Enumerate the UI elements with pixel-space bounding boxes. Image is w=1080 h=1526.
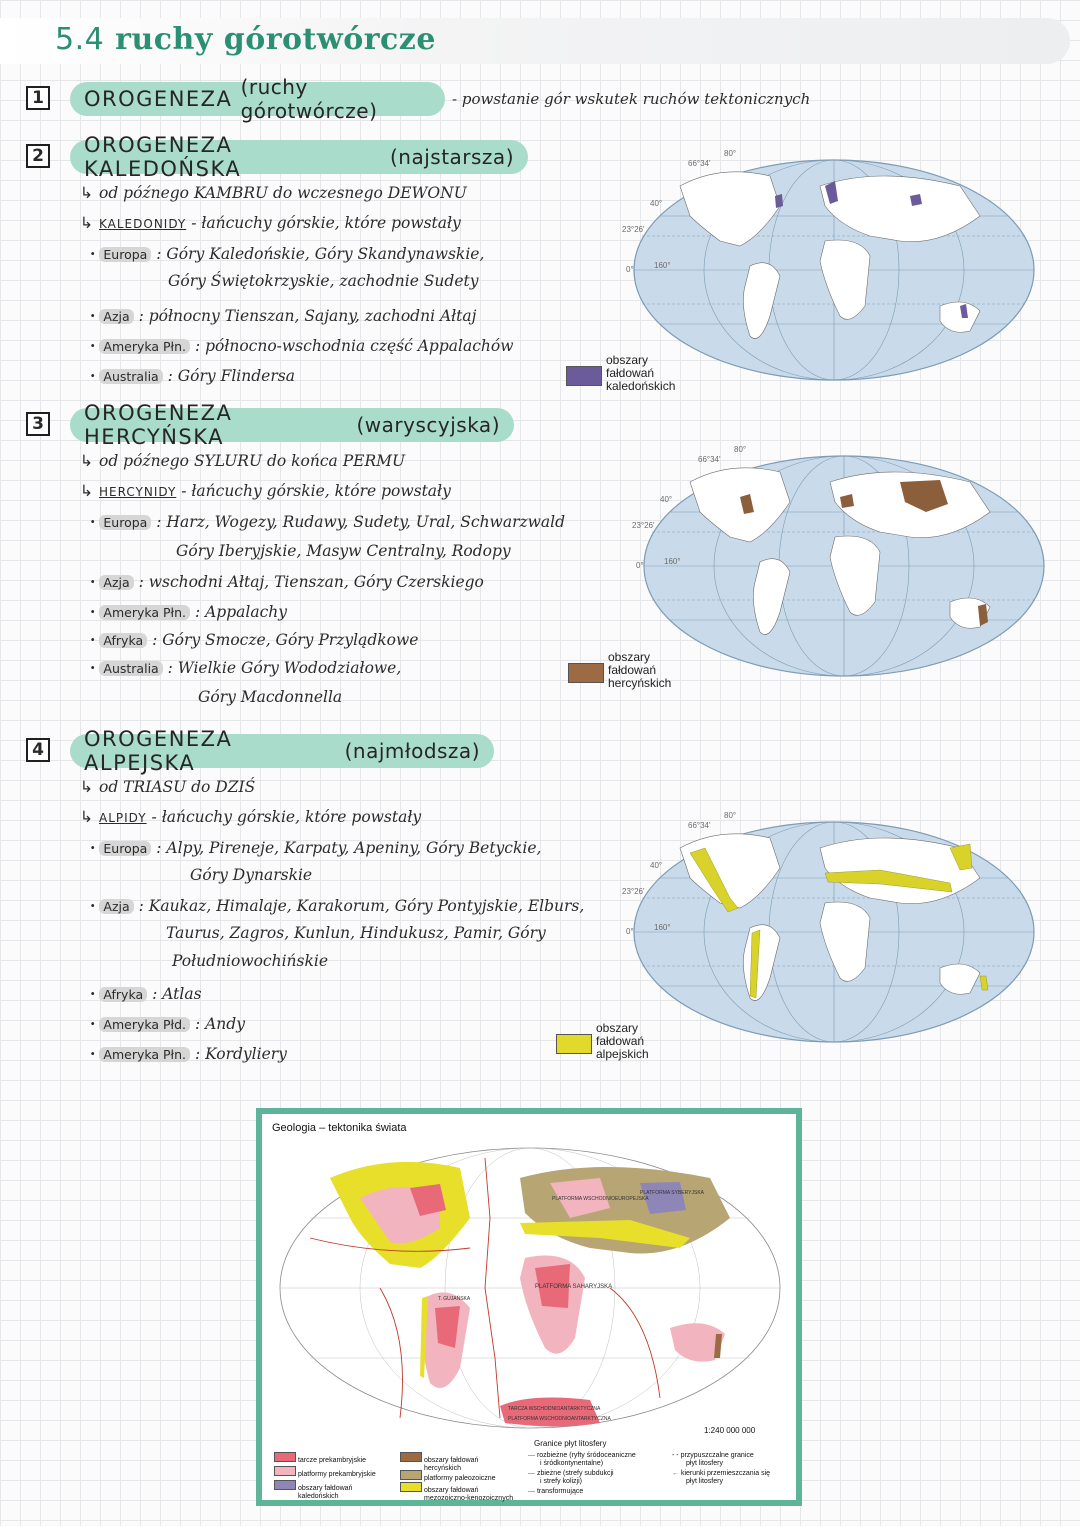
- section-number-4: 4: [26, 738, 50, 762]
- label-gujanska: T. GUJAŃSKA: [438, 1296, 471, 1302]
- section-number-1: 1: [26, 86, 50, 110]
- legend-item: [274, 1480, 352, 1500]
- boundary-text: płyt litosfery: [686, 1477, 723, 1485]
- s2-as1: : północny Tienszan, Sajany, zachodni Ałtaj: [138, 307, 477, 325]
- s3-au1: : Wielkie Góry Wododziałowe,: [167, 659, 402, 677]
- map-scale: 1:240 000 000: [704, 1426, 756, 1435]
- convergent-line-icon: —: [528, 1470, 535, 1477]
- lat-label: 23°26': [622, 887, 645, 896]
- legend-swatch: [400, 1452, 422, 1462]
- s3-europe-2: Góry Iberyjskie, Masyw Centralny, Rodopy: [176, 542, 511, 560]
- lat-label: 66°34': [688, 159, 711, 168]
- legend-text: tarcze prekambryjskie: [297, 1457, 367, 1464]
- lon-label: 80°: [734, 445, 747, 454]
- legend-swatch: [274, 1452, 296, 1462]
- lat-label: 40°: [650, 199, 663, 208]
- map-hercynskie-svg: [630, 442, 1058, 690]
- lat-label: 23°26': [622, 225, 645, 234]
- lon-label: 160°: [654, 261, 671, 270]
- s4-ams1: : Andy: [194, 1015, 245, 1033]
- legend-swatch: [400, 1482, 422, 1492]
- legend-swatch: [400, 1470, 422, 1480]
- section-3-head: OROGENEZA HERCYŃSKA: [84, 401, 233, 449]
- boundary-text: przypuszczalne granice: [680, 1452, 754, 1459]
- legend-swatch: [274, 1480, 296, 1490]
- s4-as-key: Azja: [99, 899, 133, 914]
- label-wschodnioeuropejska: PLATFORMA WSCHODNIOEUROPEJSKA: [552, 1196, 649, 1202]
- legend-item: [274, 1466, 376, 1479]
- s3-au-key: Australia: [99, 661, 162, 676]
- section-4-heading: [70, 727, 494, 775]
- map-hercynskie: [630, 442, 1058, 690]
- legend-text: obszary fałdowań: [423, 1457, 479, 1464]
- legend-swatch-kaledonskie: [566, 366, 602, 386]
- legend-k-3: kaledońskich: [606, 379, 676, 393]
- s4-amn1: : Kordyliery: [194, 1045, 287, 1063]
- lat-label: 40°: [660, 495, 673, 504]
- s2-mountains-def: ↳ KALEDONIDY - łańcuchy górskie, które powstały: [80, 214, 461, 232]
- legend-text: platformy paleozoiczne: [423, 1475, 496, 1482]
- s2-as-key: Azja: [99, 309, 133, 324]
- legend-text: hercyńskich: [424, 1464, 461, 1472]
- tectonic-map-frame: [256, 1108, 802, 1506]
- section-3-sub: (waryscyjska): [356, 413, 500, 437]
- s4-asia: · Azja : Kaukaz, Himalaje, Karakorum, Góry Pontyjskie, Elburs,: [90, 896, 585, 915]
- lon-label: 80°: [724, 149, 737, 158]
- section-2-heading: [70, 133, 528, 181]
- tectonic-map-title: Geologia – tektonika świata: [272, 1122, 407, 1134]
- s2-period: ↳ od późnego KAMBRU do wczesnego DEWONU: [80, 184, 467, 202]
- map-alpejskie-svg: [620, 808, 1048, 1056]
- legend-h-2: fałdowań: [608, 663, 657, 677]
- s4-as1: : Kaukaz, Himalaje, Karakorum, Góry Pontyjskie, Elburs,: [138, 897, 585, 915]
- section-1-heading: [70, 75, 445, 123]
- legend-swatch-hercynskie: [568, 663, 604, 683]
- label-syberyjska: PLATFORMA SYBERYJSKA: [640, 1190, 705, 1196]
- s2-am1: : północno-wschodnia część Appalachów: [194, 337, 514, 355]
- s4-eu-key: Europa: [99, 841, 151, 856]
- section-number-3: 3: [26, 412, 50, 436]
- s3-am-key: Ameryka Płn.: [99, 605, 190, 620]
- legend-a-3: alpejskich: [596, 1047, 649, 1061]
- s2-europe: · Europa : Góry Kaledońskie, Góry Skandynawskie,: [90, 244, 485, 263]
- map-kaledonskie: [620, 146, 1048, 394]
- s4-north-america: · Ameryka Płn. : Kordyliery: [90, 1044, 287, 1063]
- lat-label: 40°: [650, 861, 663, 870]
- s4-africa: · Afryka : Atlas: [90, 984, 202, 1003]
- boundary-text: i strefy kolizji): [540, 1477, 583, 1485]
- s4-eu1: : Alpy, Pireneje, Karpaty, Apeniny, Góry Betyckie,: [156, 839, 542, 857]
- section-2-head: OROGENEZA KALEDOŃSKA: [84, 133, 242, 181]
- s4-period-text: od TRIASU do DZIŚ: [99, 778, 256, 796]
- arrow-icon: ←: [672, 1470, 679, 1477]
- s2-australia: · Australia : Góry Flindersa: [90, 366, 295, 385]
- boundary-text: kierunki przemieszczania się: [680, 1470, 771, 1477]
- tectonic-map-svg: [270, 1138, 790, 1438]
- divergent-line-icon: —: [528, 1452, 535, 1459]
- section-4-sub: (najmłodsza): [344, 739, 480, 763]
- legend-a-2: fałdowań: [596, 1034, 645, 1048]
- section-1-sub: (ruchy górotwórcze): [240, 75, 378, 123]
- s3-af-key: Afryka: [99, 633, 147, 648]
- lat-label: 23°26': [632, 521, 655, 530]
- lat-label: 0°: [626, 265, 634, 274]
- boundary-item: [528, 1470, 614, 1485]
- s4-south-america: · Ameryka Płd. : Andy: [90, 1014, 245, 1033]
- legend-text: platformy prekambryjskie: [297, 1471, 376, 1478]
- map-alpejskie: [620, 808, 1048, 1056]
- s3-period: ↳ od późnego SYLURU do końca PERMU: [80, 452, 406, 470]
- s3-africa: · Afryka : Góry Smocze, Góry Przylądkowe: [90, 630, 419, 649]
- s2-au-key: Australia: [99, 369, 162, 384]
- boundary-text: i śródkontynentalne): [540, 1459, 604, 1467]
- s4-mountains-def: ↳ ALPIDY - łańcuchy górskie, które powstały: [80, 808, 422, 826]
- map-kaledonskie-svg: [620, 146, 1048, 394]
- boundary-item: [528, 1488, 583, 1496]
- s4-period: ↳ od TRIASU do DZIŚ: [80, 778, 256, 796]
- s3-def: - łańcuchy górskie, które powstały: [181, 482, 451, 500]
- s3-as-key: Azja: [99, 575, 133, 590]
- s2-eu-key: Europa: [99, 247, 151, 262]
- s3-eu-key: Europa: [99, 515, 151, 530]
- legend-item: [400, 1452, 478, 1472]
- s3-australia: · Australia : Wielkie Góry Wododziałowe,: [90, 658, 402, 677]
- legend-h-3: hercyńskich: [608, 676, 672, 690]
- s3-america: · Ameryka Płn. : Appalachy: [90, 602, 287, 621]
- boundary-text: transformujące: [536, 1488, 584, 1495]
- s4-amn-key: Ameryka Płn.: [99, 1047, 190, 1062]
- lon-label: 160°: [654, 923, 671, 932]
- s3-as1: : wschodni Ałtaj, Tienszan, Góry Czerskiego: [138, 573, 484, 591]
- legend-item: [400, 1470, 496, 1483]
- section-3-heading: [70, 401, 514, 449]
- legend-k-1: obszary: [606, 353, 649, 367]
- legend-text: kaledońskich: [298, 1492, 339, 1500]
- lat-label: 66°34': [698, 455, 721, 464]
- dashed-line-icon: - -: [672, 1452, 679, 1459]
- lat-label: 0°: [636, 561, 644, 570]
- s2-america: · Ameryka Płn. : północno-wschodnia część Appalachów: [90, 336, 514, 355]
- legend-item: [400, 1482, 513, 1502]
- lat-label: 66°34': [688, 821, 711, 830]
- s3-mountains-def: ↳ HERCYNIDY - łańcuchy górskie, które powstały: [80, 482, 451, 500]
- boundary-text: rozbieżne (ryfty śródoceaniczne: [536, 1452, 636, 1459]
- boundary-item: [528, 1452, 636, 1467]
- s2-asia: · Azja : północny Tienszan, Sajany, zachodni Ałtaj: [90, 306, 477, 325]
- lat-label: 0°: [626, 927, 634, 936]
- legend-text: mezozoiczno-kenozoicznych: [424, 1494, 514, 1502]
- legend-a-1: obszary: [596, 1021, 639, 1035]
- s4-def: - łańcuchy górskie, które powstały: [151, 808, 422, 826]
- legend-h-1: obszary: [608, 650, 651, 664]
- lon-label: 160°: [664, 557, 681, 566]
- s2-am-key: Ameryka Płn.: [99, 339, 190, 354]
- s4-europe-2: Góry Dynarskie: [190, 866, 313, 884]
- s3-am1: : Appalachy: [194, 603, 287, 621]
- boundary-item: [672, 1470, 770, 1485]
- s4-europe: · Europa : Alpy, Pireneje, Karpaty, Apeniny, Góry Betyckie,: [90, 838, 542, 857]
- legend-k-2: fałdowań: [606, 366, 655, 380]
- s2-eu1: : Góry Kaledońskie, Góry Skandynawskie,: [156, 245, 485, 263]
- s3-europe: · Europa : Harz, Wogezy, Rudawy, Sudety, Ural, Schwarzwald: [90, 512, 566, 531]
- legend-swatch: [274, 1466, 296, 1476]
- s2-europe-2: Góry Świętokrzyskie, zachodnie Sudety: [168, 272, 479, 290]
- lon-label: 80°: [724, 811, 737, 820]
- s3-af1: : Góry Smocze, Góry Przylądkowe: [152, 631, 419, 649]
- legend-item: [274, 1452, 366, 1465]
- s2-key: KALEDONIDY: [99, 217, 187, 231]
- section-number-2: 2: [26, 144, 50, 168]
- s4-af1: : Atlas: [152, 985, 202, 1003]
- transform-line-icon: —: [528, 1488, 535, 1495]
- boundaries-title: Granice płyt litosfery: [534, 1439, 607, 1448]
- label-saharyjska: PLATFORMA SAHARYJSKA: [535, 1284, 613, 1290]
- section-1-definition: - powstanie gór wskutek ruchów tektonicznych: [452, 90, 811, 108]
- s3-asia: · Azja : wschodni Ałtaj, Tienszan, Góry Czerskiego: [90, 572, 484, 591]
- s3-australia-2: Góry Macdonnella: [198, 688, 343, 706]
- page-title: [55, 22, 436, 57]
- s2-def: - łańcuchy górskie, które powstały: [191, 214, 461, 232]
- boundary-item: [672, 1452, 754, 1467]
- s3-key: HERCYNIDY: [99, 485, 177, 499]
- legend-swatch-alpejskie: [556, 1034, 592, 1054]
- s4-ams-key: Ameryka Płd.: [99, 1017, 190, 1032]
- label-wschodnioantarktyczna: PLATFORMA WSCHODNIOANTARKTYCZNA: [508, 1416, 611, 1422]
- section-4-head: OROGENEZA ALPEJSKA: [84, 727, 233, 775]
- section-2-sub: (najstarsza): [389, 145, 514, 169]
- title-text: ruchy górotwórcze: [115, 22, 436, 57]
- s3-eu1: : Harz, Wogezy, Rudawy, Sudety, Ural, Schwarzwald: [156, 513, 566, 531]
- boundary-text: płyt litosfery: [686, 1459, 723, 1467]
- legend-text: obszary fałdowań: [423, 1487, 479, 1494]
- s4-asia-2: Taurus, Zagros, Kunlun, Hindukusz, Pamir, Góry: [166, 924, 546, 942]
- s2-au1: : Góry Flindersa: [167, 367, 295, 385]
- s4-asia-3: Południowochińskie: [172, 952, 329, 970]
- s4-af-key: Afryka: [99, 987, 147, 1002]
- s4-key: ALPIDY: [99, 811, 147, 825]
- section-1-head: OROGENEZA: [84, 87, 233, 111]
- boundary-text: zbieżne (strefy subdukcji: [536, 1470, 614, 1477]
- legend-text: obszary fałdowań: [297, 1485, 353, 1492]
- s2-period-text: od późnego KAMBRU do wczesnego DEWONU: [99, 184, 467, 202]
- title-number: 5.4: [55, 22, 105, 57]
- s3-period-text: od późnego SYLURU do końca PERMU: [99, 452, 406, 470]
- label-tarcza-antarktyczna: TARCZA WSCHODNIOANTARKTYCZNA: [508, 1406, 601, 1412]
